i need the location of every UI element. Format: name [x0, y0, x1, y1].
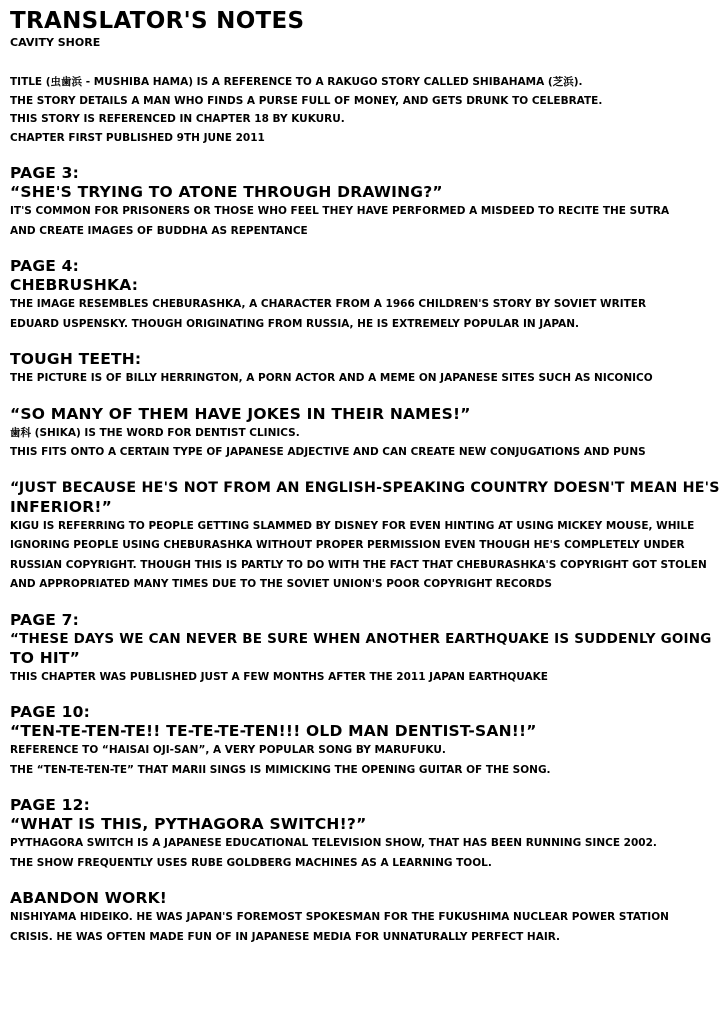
- section-heading: “WHAT IS THIS, PYTHAGORA SWITCH!?”: [10, 815, 367, 833]
- note-section: [10, 164, 722, 241]
- section-heading: “TEN-TE-TEN-TE!! TE-TE-TE-TEN!!! OLD MAN DENTIST-SAN!!”: [10, 722, 537, 740]
- section-heading: PAGE 4:: [10, 257, 80, 275]
- note-section: [10, 703, 722, 780]
- note-section: [10, 350, 722, 389]
- section-body-line: REFERENCE TO “HAISAI OJI-SAN”, A VERY POPULAR SONG BY MARUFUKU.: [10, 744, 446, 756]
- section-body-line: THE “TEN-TE-TEN-TE” THAT MARII SINGS IS MIMICKING THE OPENING GUITAR OF THE SONG.: [10, 763, 551, 776]
- section-heading: PAGE 7:: [10, 610, 80, 629]
- section-body-line: THIS CHAPTER WAS PUBLISHED JUST A FEW MONTHS AFTER THE 2011 JAPAN EARTHQUAKE: [10, 670, 548, 683]
- section-body-line: THE SHOW FREQUENTLY USES RUBE GOLDBERG MACHINES AS A LEARNING TOOL.: [10, 856, 492, 869]
- section-body-line: THE PICTURE IS OF BILLY HERRINGTON, A PORN ACTOR AND A MEME ON JAPANESE SITES SUCH AS NICONICO: [10, 372, 653, 384]
- section-body-line: AND CREATE IMAGES OF BUDDHA AS REPENTANCE: [10, 224, 308, 237]
- section-heading: “SO MANY OF THEM HAVE JOKES IN THEIR NAMES!”: [10, 404, 471, 423]
- section-heading: TO HIT”: [10, 648, 81, 667]
- section-heading: INFERIOR!”: [10, 497, 112, 516]
- section-heading: “SHE'S TRYING TO ATONE THROUGH DRAWING?”: [10, 183, 443, 201]
- section-body-line: THE IMAGE RESEMBLES CHEBURASHKA, A CHARACTER FROM A 1966 CHILDREN'S STORY BY SOVIET WRITER: [10, 298, 647, 310]
- section-body-line: AND APPROPRIATED MANY TIMES DUE TO THE SOVIET UNION'S POOR COPYRIGHT RECORDS: [10, 578, 552, 590]
- page-subtitle: CAVITY SHORE: [10, 36, 101, 49]
- section-heading: TOUGH TEETH:: [10, 350, 142, 368]
- intro-line: CHAPTER FIRST PUBLISHED 9TH JUNE 2011: [10, 131, 265, 144]
- section-heading: PAGE 10:: [10, 703, 91, 721]
- section-body-line: EDUARD USPENSKY. THOUGH ORIGINATING FROM RUSSIA, HE IS EXTREMELY POPULAR IN JAPAN.: [10, 317, 579, 330]
- section-body-line: THIS FITS ONTO A CERTAIN TYPE OF JAPANESE ADJECTIVE AND CAN CREATE NEW CONJUGATIONS AND PUNS: [10, 446, 646, 458]
- section-body-line: IGNORING PEOPLE USING CHEBURASHKA WITHOUT PROPER PERMISSION EVEN THOUGH HE'S COMPLETELY UNDER: [10, 539, 685, 551]
- note-section: [10, 405, 722, 463]
- section-heading: PAGE 3:: [10, 164, 80, 182]
- note-section: [10, 257, 722, 334]
- note-section: [10, 796, 722, 873]
- section-body-line: PYTHAGORA SWITCH IS A JAPANESE EDUCATIONAL TELEVISION SHOW, THAT HAS BEEN RUNNING SINCE 2002.: [10, 837, 657, 849]
- notes-page: [10, 6, 722, 947]
- section-body-line: KIGU IS REFERRING TO PEOPLE GETTING SLAMMED BY DISNEY FOR EVEN HINTING AT USING MICKEY MOUSE, WHILE: [10, 519, 695, 532]
- note-section: [10, 889, 722, 947]
- section-body-line: 歯科 (SHIKA) IS THE WORD FOR DENTIST CLINICS.: [10, 426, 300, 439]
- intro-block: [10, 73, 722, 147]
- section-heading: CHEBRUSHKA:: [10, 276, 139, 294]
- section-body-line: IT'S COMMON FOR PRISONERS OR THOSE WHO FEEL THEY HAVE PERFORMED A MISDEED TO RECITE THE SUTRA: [10, 205, 670, 217]
- intro-line: THIS STORY IS REFERENCED IN CHAPTER 18 BY KUKURU.: [10, 113, 345, 125]
- section-body-line: NISHIYAMA HIDEIKO. HE WAS JAPAN'S FOREMOST SPOKESMAN FOR THE FUKUSHIMA NUCLEAR POWER STATION: [10, 911, 669, 923]
- intro-line: THE STORY DETAILS A MAN WHO FINDS A PURSE FULL OF MONEY, AND GETS DRUNK TO CELEBRATE.: [10, 94, 603, 107]
- intro-line: TITLE (虫歯浜 - MUSHIBA HAMA) IS A REFERENCE TO A RAKUGO STORY CALLED SHIBAHAMA (芝浜).: [10, 76, 583, 88]
- section-heading: “JUST BECAUSE HE'S NOT FROM AN ENGLISH-SPEAKING COUNTRY DOESN'T MEAN HE'S: [10, 479, 720, 496]
- section-heading: “THESE DAYS WE CAN NEVER BE SURE WHEN ANOTHER EARTHQUAKE IS SUDDENLY GOING: [10, 630, 712, 647]
- section-heading: ABANDON WORK!: [10, 889, 168, 907]
- section-body-line: CRISIS. HE WAS OFTEN MADE FUN OF IN JAPANESE MEDIA FOR UNNATURALLY PERFECT HAIR.: [10, 930, 561, 943]
- note-section: [10, 479, 722, 595]
- section-heading: PAGE 12:: [10, 796, 91, 814]
- section-body-line: RUSSIAN COPYRIGHT. THOUGH THIS IS PARTLY TO DO WITH THE FACT THAT CHEBURASHKA'S COPYRIGHT GOT STOLEN: [10, 558, 707, 571]
- note-section: [10, 611, 722, 688]
- page-title: TRANSLATOR'S NOTES: [10, 8, 305, 34]
